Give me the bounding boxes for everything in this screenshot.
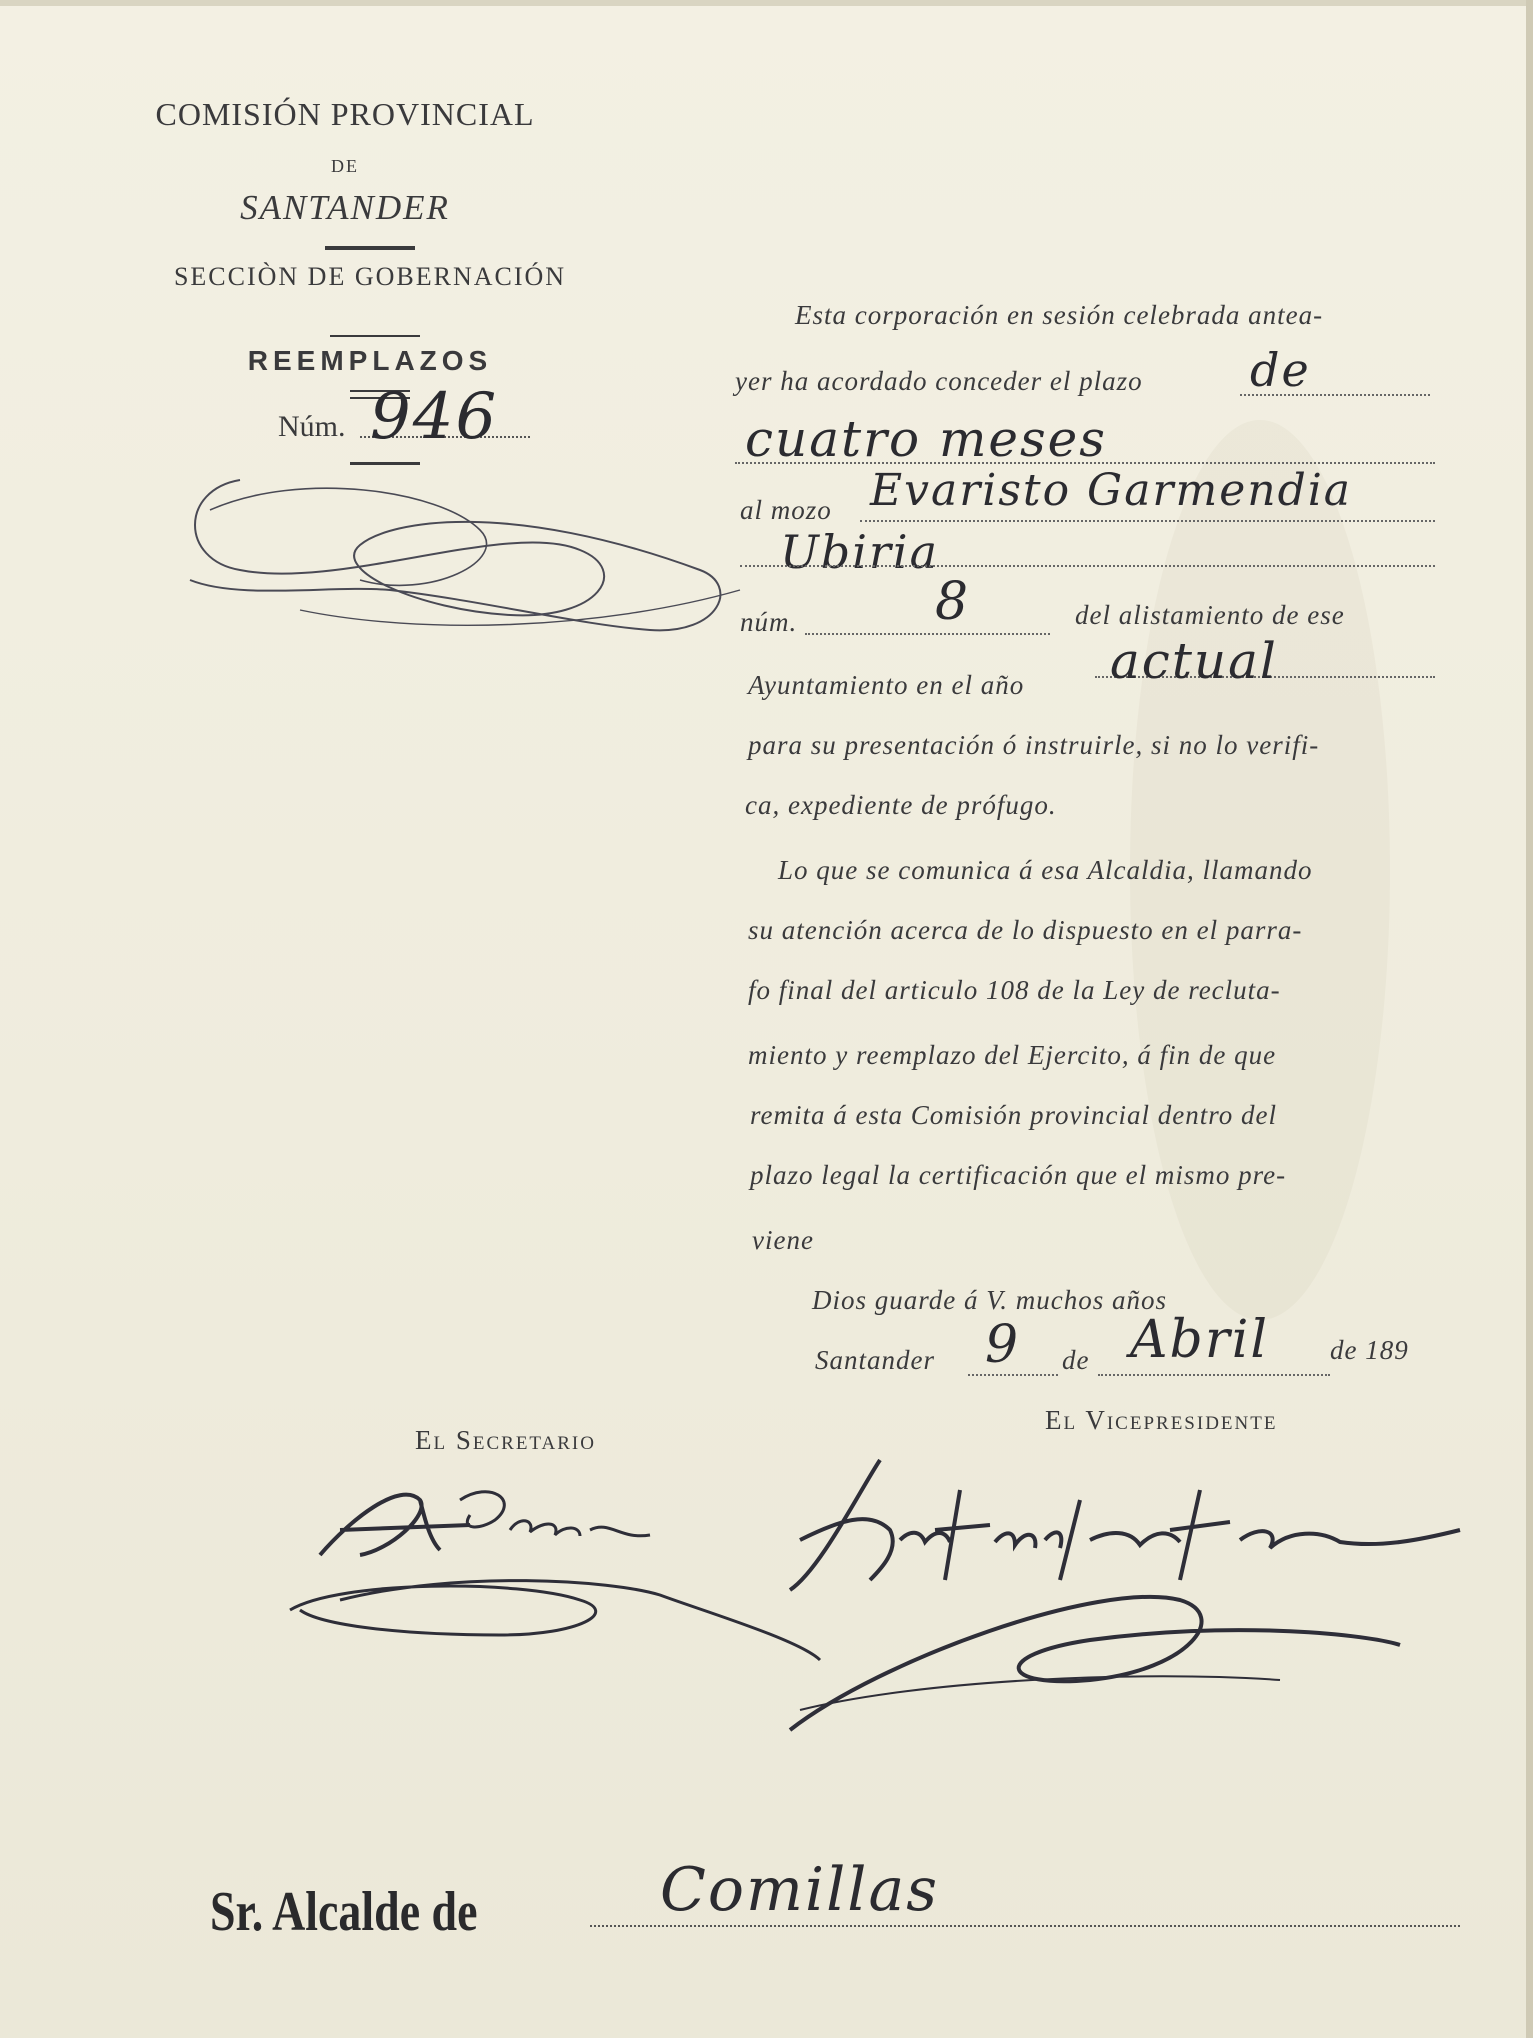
secretary-label: El Secretario <box>415 1425 596 1455</box>
letterhead-subject: REEMPLAZOS <box>247 345 493 376</box>
address-dotted-line <box>590 1925 1460 1927</box>
subject-rule-top <box>330 335 420 337</box>
body-line-10: su atención acerca de lo dispuesto en el parra- <box>748 915 1303 945</box>
dotted-line-mozo <box>860 520 1435 522</box>
letterhead-section: SECCIÒN DE GOBERNACIÓN <box>173 262 567 291</box>
number-label: Núm. <box>278 410 346 443</box>
letterhead-city: SANTANDER <box>240 188 450 227</box>
address-town: Comillas <box>660 1855 940 1925</box>
number-value: 946 <box>370 380 499 454</box>
body-line-1: Esta corporación en sesión celebrada antea- <box>795 300 1324 330</box>
body-line-3: al mozo <box>740 495 832 525</box>
body-line-8: ca, expediente de prófugo. <box>745 790 1057 820</box>
letterhead-flourish <box>180 460 760 660</box>
paper-top-edge <box>0 0 1533 6</box>
body-line-9: Lo que se comunica á esa Alcaldia, llamando <box>778 855 1313 885</box>
handwritten-mozo-first: Evaristo Garmendia <box>870 465 1353 516</box>
body-line-7: para su presentación ó instruirle, si no lo verifi- <box>748 730 1320 760</box>
handwritten-mes: Abril <box>1130 1310 1269 1370</box>
body-line-13: remita á esta Comisión provincial dentro del <box>750 1100 1277 1130</box>
address-label: Sr. Alcalde de <box>210 1881 478 1943</box>
secretary-signature <box>280 1460 820 1670</box>
handwritten-ano: actual <box>1110 632 1278 690</box>
handwritten-plazo-de: de <box>1250 343 1311 397</box>
vicepresident-signature <box>760 1430 1500 1750</box>
body-line-17: Santander <box>815 1345 935 1375</box>
handwritten-dia: 9 <box>985 1315 1021 1375</box>
handwritten-numero: 8 <box>935 572 971 632</box>
vicepresident-label: El Vicepresidente <box>1045 1405 1278 1435</box>
body-line-6: Ayuntamiento en el año <box>748 670 1025 700</box>
body-line-14: plazo legal la certificación que el mismo pre- <box>750 1160 1287 1190</box>
letterhead-title: COMISIÓN PROVINCIAL <box>155 96 535 132</box>
body-line-5: del alistamiento de ese <box>1075 600 1345 630</box>
dotted-line-plazo-2 <box>735 462 1435 464</box>
body-line-2: yer ha acordado conceder el plazo <box>735 366 1143 396</box>
handwritten-plazo: cuatro meses <box>745 410 1107 468</box>
dotted-line-mozo-2 <box>740 565 1435 567</box>
body-line-16: Dios guarde á V. muchos años <box>812 1285 1168 1315</box>
dotted-line-mes <box>1098 1374 1330 1376</box>
paper-right-edge <box>1526 0 1533 2038</box>
body-line-18: de <box>1062 1345 1090 1375</box>
letterhead-rule <box>325 246 415 250</box>
handwritten-mozo-last: Ubiria <box>780 525 940 579</box>
body-line-12: miento y reemplazo del Ejercito, á fin de que <box>748 1040 1277 1070</box>
body-line-4: núm. <box>740 607 798 637</box>
letterhead-de: DE <box>331 156 359 176</box>
body-line-11: fo final del articulo 108 de la Ley de recluta- <box>748 975 1281 1005</box>
dotted-line-num <box>805 633 1050 635</box>
body-line-15: viene <box>752 1225 814 1255</box>
body-line-19: de 189 <box>1330 1335 1409 1365</box>
